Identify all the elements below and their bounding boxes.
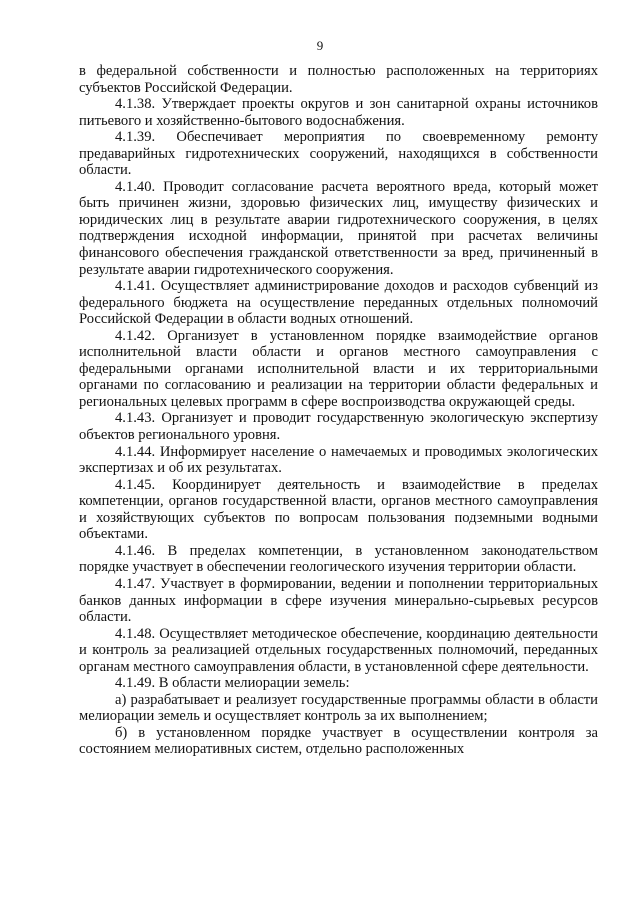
paragraph-4-1-39: 4.1.39. Обеспечивает мероприятия по своевременному ремонту предаварийных гидротехнических сооружений, находящихся в собственности области. [79,129,598,179]
paragraph-4-1-48: 4.1.48. Осуществляет методическое обеспечение, координацию деятельности и контроль за реализацией отдельных государственных полномочий, переданных органам местного самоуправления области, в установленной сфере деятельности. [79,625,598,675]
paragraph-4-1-38: 4.1.38. Утверждает проекты округов и зон санитарной охраны источников питьевого и хозяйственно-бытового водоснабжения. [79,96,598,129]
paragraph-4-1-47: 4.1.47. Участвует в формировании, ведении и пополнении территориальных банков данных информации в сфере изучения минерально-сырьевых ресурсов области. [79,575,598,626]
page-number: 9 [316,38,324,53]
subparagraph-b: б) в установленном порядке участвует в осуществлении контроля за состоянием мелиоративных систем, отдельно расположенных [79,724,598,758]
paragraph-4-1-42: 4.1.42. Организует в установленном порядке взаимодействие органов исполнительной власти области и органов местного самоуправления с федеральными органами исполнительной власти и их территориальными органами по согласованию и реализации на территории области федеральных и региональных целевых программ в сфере воспроизводства окружающей среды. [79,327,598,410]
paragraph-4-1-46: 4.1.46. В пределах компетенции, в установленном законодательством порядке участвует в обеспечении геологического изучения территории области. [79,542,598,576]
subparagraph-a: а) разрабатывает и реализует государственные программы области в области мелиорации земель и осуществляет контроль за их выполнением; [79,691,598,725]
paragraph-4-1-41: 4.1.41. Осуществляет администрирование доходов и расходов субвенций из федерального бюджета на осуществление переданных отдельных полномочий Российской Федерации в области водных отношений. [79,278,598,328]
paragraph-4-1-44: 4.1.44. Информирует население о намечаемых и проводимых экологических экспертизах и об их результатах. [79,443,598,477]
document-body [79,63,598,758]
paragraph-4-1-49: 4.1.49. В области мелиорации земель: [115,675,350,692]
paragraph-continuation: в федеральной собственности и полностью расположенных на территориях субъектов Российской Федерации. [79,63,598,96]
paragraph-4-1-45: 4.1.45. Координирует деятельность и взаимодействие в пределах компетенции, органов государственной власти, органов местного самоуправления и хозяйствующих субъектов по вопросам пользования подземными водными объектами. [79,476,598,543]
paragraph-4-1-40: 4.1.40. Проводит согласование расчета вероятного вреда, который может быть причинен жизни, здоровью физических лиц, имуществу физических и юридических лиц в результате аварии гидротехнического сооружения, в целях подтверждения исходной информации, принятой при расчетах величины финансового обеспечения гражданской ответственности за вред, причиненный в результате аварии гидротехнического сооружения. [79,178,598,278]
paragraph-4-1-43: 4.1.43. Организует и проводит государственную экологическую экспертизу объектов регионального уровня. [79,410,598,444]
